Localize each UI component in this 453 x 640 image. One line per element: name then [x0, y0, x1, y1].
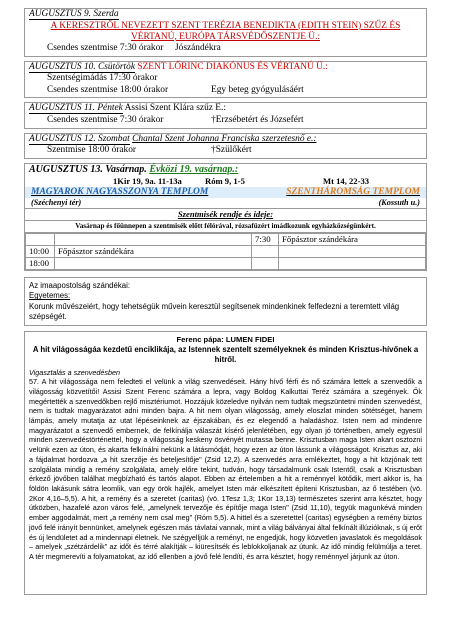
- mass-time: Szentmise 18:00 órakor: [47, 145, 137, 156]
- table-cell: [252, 257, 279, 269]
- church-left-location: (Széchenyi tér): [31, 197, 82, 207]
- article-title: Ferenc pápa: LUMEN FIDEI: [176, 335, 275, 345]
- day-block-aug9: [24, 8, 427, 57]
- table-cell: 10:00: [26, 245, 55, 257]
- mass-row: [29, 115, 422, 127]
- church-right: SZENTHÁROMSÁG TEMPLOM: [286, 186, 420, 197]
- sunday-date: AUGUSZTUS 13. Vasárnap.: [29, 163, 147, 175]
- article-section: Vigasztalás a szenvedésben: [29, 367, 120, 377]
- mass-order-label: Szentmisék rendje és ideje:: [177, 208, 274, 219]
- reading-gospel: Mt 14, 22-33: [323, 175, 370, 186]
- mass-row: [29, 145, 422, 157]
- mass-time: Csendes szentmise 18:00 órakor: [47, 84, 169, 95]
- mass-intention: Jószándékra: [175, 43, 221, 53]
- mass-row: [29, 73, 422, 85]
- day-heading: AUGUSZTUS 11. Péntek: [29, 103, 123, 114]
- church-right-location: (Kossuth u.): [378, 197, 420, 207]
- mass-intention: †Erzsébetért és Józsefért: [211, 114, 304, 125]
- intentions-text: Korunk művészeiért, hogy tehetségük művein keresztül segítsenek mindenkinek felfedezni a teremtett világ szépségét.: [29, 301, 400, 321]
- feast-title: SZENT LŐRINC DIAKÓNUS ÉS VÉRTANÚ Ü.:: [137, 61, 328, 72]
- table-row: [26, 245, 426, 257]
- article-body: 57. A hit világossága nem feledteti el velünk a világ szenvedéseit. Hány hívő férfi és nő számára lettek a szenvedők a világosság közvetítői! Assisi Szent Ferenc számára a lepra, vagy Boldog Kalkuttai Teréz számára a szegények. Ők megértették a szenvedőkben rejlő misztériumot. Hozzájuk közeledve nyilván nem tudtak megszüntetni minden szenvedést, nem is tudtak magyarázatot adni minden bajra. A hit nem olyan világosság, amely eloszlat minden sötétséget, hanem lámpás, amely mutatja az utat lépéseinknek az éjszakában, és ez elegendő a haladáshoz. Isten nem ad mindenre magyarázatot a szenvedő embernek, de felkínálja válaszát kísérő jelenlétében, egy olyan jó történetben, amely egyesül minden szenvedéstörténettel, hogy a világosság keskeny ösvényét mutassa benne. Krisztusban maga Isten akart osztozni velünk ezen az úton, és akarta felkínálni nekünk a látásmódját, hogy ezen az úton lássunk a világosságot. Krisztus az, aki a fájdalmat hordozva „a hit szerzője és beteljesítője" (Zsid 12,2). A szenvedés arra emlékeztet, hogy a hit közjónak tett szolgálata mindig a remény szolgálata, amely előre tekint, tudván, hogy társadalmunk csak Istentől, csak a Krisztusban érkező jövőben találhat megbízható és tartós alapot. Ebben az értelemben a hit a reménnyel kötődik, mert akkor is, ha földön lakásunk sátra leomlik, van egy örök hajlék, amelyet Isten már elkészített építeni Krisztusban, az ő testében (vö. 2Kor 4,16–5,5). A hit, a remény és a szeretet (caritas) (vö. 1Tesz 1,3; 1Kor 13,13) természetes szerint arra késztet, hogy útközben, hazafelé azon város felé, „amelynek tervezője és építője maga Isten" (Zsid 11,10), tegyük magunkévá minden ember aggodalmát, mert „a remény nem csal meg" (Róm 5,5). A hittel és a szeretettel (caritas) egységben a remény biztos jövő felé irányít bennünket, amelynek egészen más távlatai vannak, mint a világ bálványai által felkínált illúzióknak, s új erőt és új lendületet ad a mindennapi életnek. Ne szégyelljük a reményt, ne engedjük, hogy közvetlen javaslatok és megoldások – amelyek „szétzárdelik" az időt és térré alakítják – kiüresítsék és leblokkoljanak az útunk. Az idő mindig felülmúlja a teret. A tér megmerevíti a folyamatokat, az idő ellenben a jövő felé lendíti, és arra késztet, hogy reménnyel járjunk az úton.: [29, 377, 422, 561]
- day-heading: AUGUSZTUS 10. Csütörtök: [29, 61, 135, 72]
- rosary-notice: Vasárnap és főünnepen a szentmisék előtt félórával, rózsafüzért imádkozunk egyházközségünkért.: [25, 221, 426, 233]
- article-subtitle: A hit világosságáa kezdetű enciklikája, az Istennek szentelt személyeknek és minden Krisztus-hívőnek a hitről.: [32, 344, 419, 364]
- mass-intention: †Szülőkért: [211, 145, 252, 156]
- table-cell: 18:00: [26, 257, 55, 269]
- day-block-aug10: [24, 61, 427, 99]
- mass-schedule-table: [25, 233, 426, 270]
- prayer-intentions-box: [24, 277, 427, 327]
- reading-second: Róm 9, 1-5: [205, 175, 245, 186]
- sunday-block: [24, 163, 427, 271]
- table-cell: [55, 257, 252, 269]
- mass-order-heading: [25, 208, 426, 221]
- mass-time: Csendes szentmise 7:30 órakor: [47, 114, 164, 125]
- adoration-time: Szentségimádás 17:30 órakor: [47, 73, 158, 84]
- table-row: [26, 233, 426, 245]
- table-cell: [55, 233, 252, 245]
- reading-first: 1Kir 19, 9a. 11-13a: [113, 175, 182, 186]
- intentions-label: Egyetemes:: [29, 291, 71, 301]
- mass-row: [29, 43, 422, 55]
- table-cell: [279, 245, 426, 257]
- table-cell: [279, 257, 426, 269]
- table-cell: [26, 233, 55, 245]
- feast-title: A KERESZTRŐL NEVEZETT SZENT TERÉZIA BENEDIKTA (EDITH STEIN) SZŰZ ÉS VÉRTANÚ, EURÓPA TÁRSVÉDŐSZENTJE Ü.:: [50, 20, 401, 42]
- feast-title: Assisi Szent Klára szűz E.:: [124, 103, 226, 114]
- mass-intention: Egy beteg gyógyulásáért: [211, 84, 304, 95]
- day-heading: AUGUSZTUS 12. Szombat: [29, 133, 130, 144]
- table-cell: Főpásztor szándékára: [55, 245, 252, 257]
- church-locations: [25, 198, 426, 208]
- mass-row: [29, 85, 422, 97]
- feast-title: Chantal Szent Johanna Franciska szerzetesnő e.:: [132, 133, 317, 144]
- church-names: [25, 187, 426, 198]
- day-block-aug11: [24, 102, 427, 128]
- intentions-title: Az imaapostolság szándékai:: [29, 280, 130, 290]
- readings: [25, 176, 426, 187]
- church-left: MAGYAROK NAGYASSZONYA TEMPLOM: [31, 186, 209, 197]
- mass-time: Csendes szentmise 7:30 órakor: [47, 43, 164, 53]
- table-row: [26, 257, 426, 269]
- day-heading: AUGUSZTUS 9. Szerda: [29, 9, 119, 19]
- day-block-aug12: [24, 133, 427, 159]
- table-cell: 7:30: [252, 233, 279, 245]
- table-cell: [252, 245, 279, 257]
- encyclical-article: [24, 331, 427, 595]
- sunday-feast: Évközi 19. vasárnap.:: [149, 163, 239, 175]
- table-cell: Főpásztor szándékára: [279, 233, 426, 245]
